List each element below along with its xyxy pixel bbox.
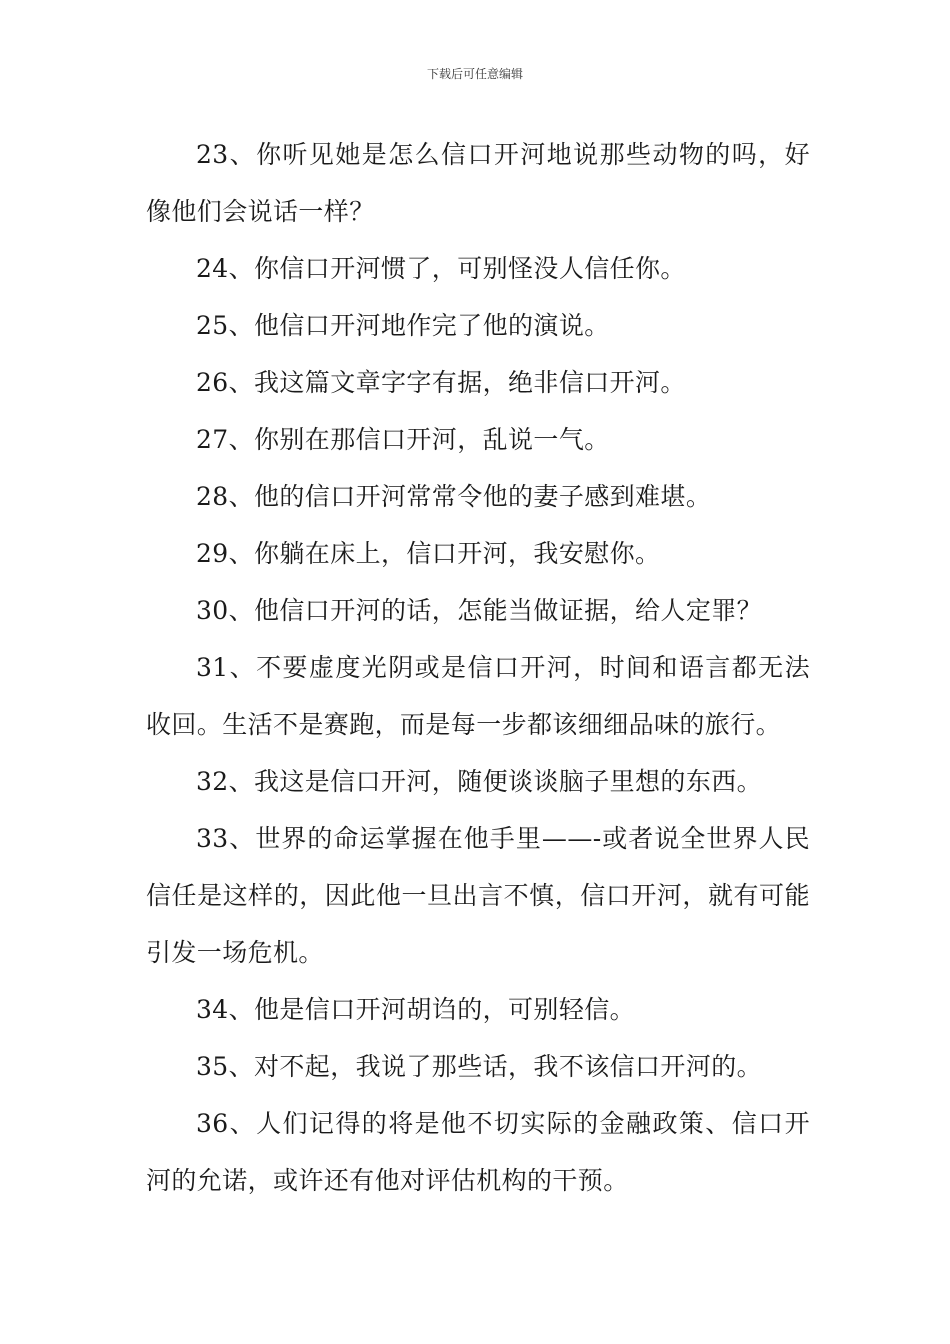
- paragraph-31: 31、不要虚度光阴或是信口开河，时间和语言都无法收回。生活不是赛跑，而是每一步都该细细品味的旅行。: [146, 653, 810, 739]
- paragraph-35: 35、对不起，我说了那些话，我不该信口开河的。: [196, 1052, 763, 1081]
- paragraph-28: 28、他的信口开河常常令他的妻子感到难堪。: [196, 482, 712, 511]
- paragraph-32: 32、我这是信口开河，随便谈谈脑子里想的东西。: [196, 767, 763, 796]
- paragraph-23: 23、你听见她是怎么信口开河地说那些动物的吗，好像他们会说话一样？: [146, 140, 810, 226]
- page-header: 下载后可任意编辑: [426, 67, 523, 81]
- document-body: [146, 126, 810, 1209]
- paragraph-25: 25、他信口开河地作完了他的演说。: [196, 311, 610, 340]
- paragraph-33: 33、世界的命运掌握在他手里——-或者说全世界人民信任是这样的，因此他一旦出言不慎，信口开河，就有可能引发一场危机。: [146, 824, 810, 967]
- paragraph-36: 36、人们记得的将是他不切实际的金融政策、信口开河的允诺，或许还有他对评估机构的干预。: [146, 1109, 810, 1195]
- paragraph-24: 24、你信口开河惯了，可别怪没人信任你。: [196, 254, 686, 283]
- paragraph-34: 34、他是信口开河胡诌的，可别轻信。: [196, 995, 636, 1024]
- paragraph-30: 30、他信口开河的话，怎能当做证据，给人定罪？: [196, 596, 763, 625]
- paragraph-29: 29、你躺在床上，信口开河，我安慰你。: [196, 539, 661, 568]
- paragraph-27: 27、你别在那信口开河，乱说一气。: [196, 425, 610, 454]
- paragraph-26: 26、我这篇文章字字有据，绝非信口开河。: [196, 368, 686, 397]
